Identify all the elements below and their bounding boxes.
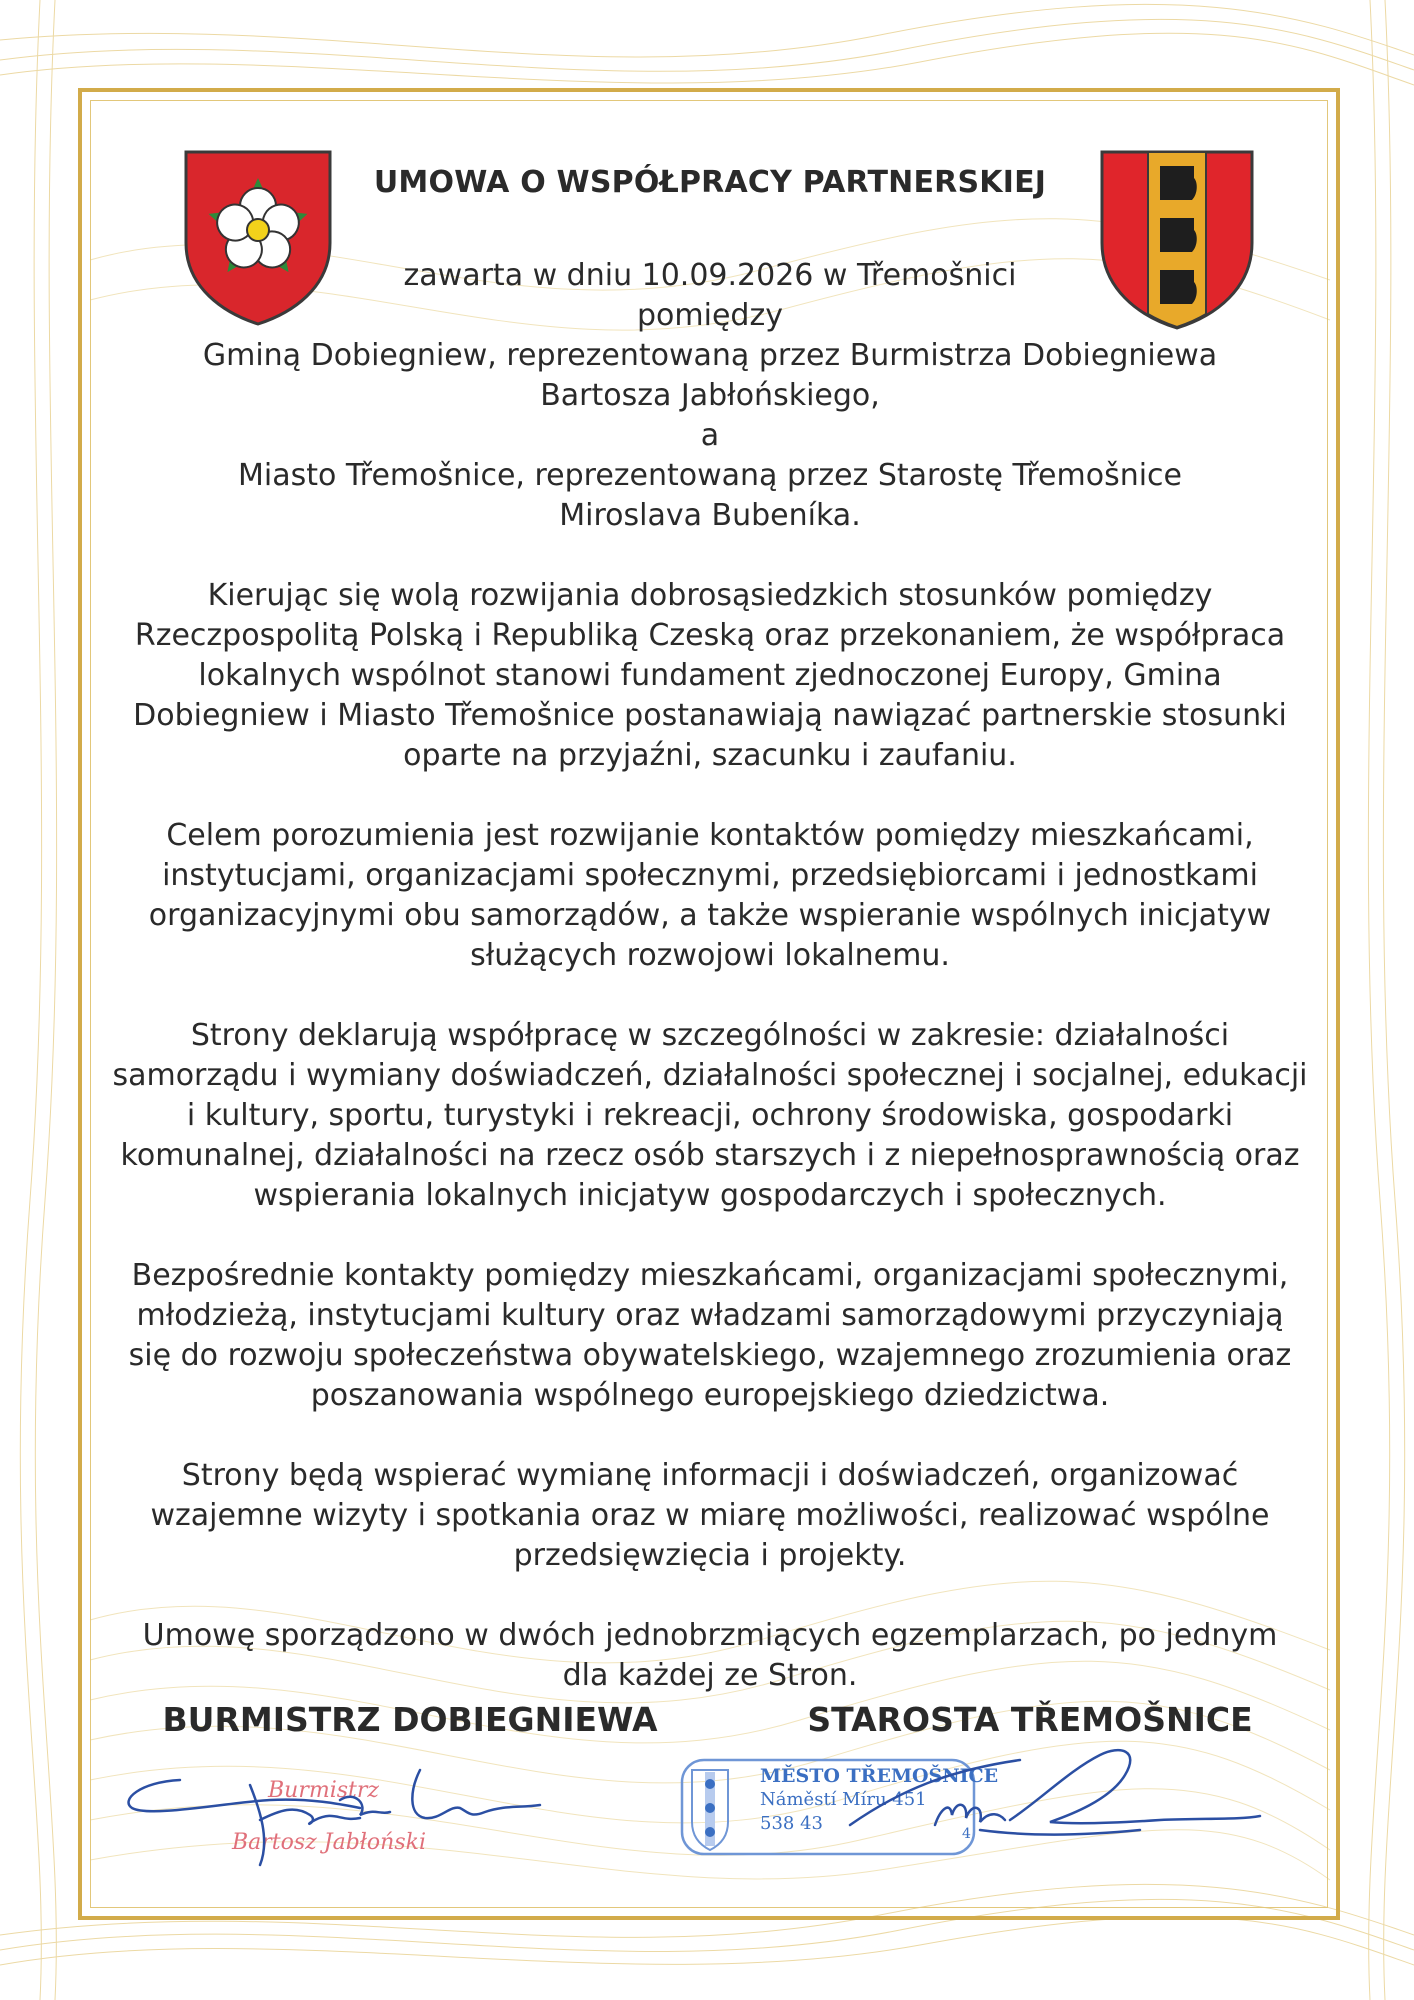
paragraph-2-line-3: organizacyjnymi obu samorządów, a także wspieranie wspólnych inicjatyw — [148, 898, 1272, 933]
right-stamp-postcode: 538 43 — [760, 1813, 823, 1834]
left-signatory-title: BURMISTRZ DOBIEGNIEWA — [162, 1700, 658, 1739]
paragraph-3-line-2: samorządu i wymiany doświadczeń, działalności społecznej i socjalnej, edukacji — [112, 1058, 1308, 1093]
right-stamp-address: Náměstí Míru 451 — [760, 1789, 927, 1810]
right-stamp-name: MĚSTO TŘEMOŠNICE — [760, 1765, 999, 1787]
paragraph-5-line-1: Strony będą wspierać wymianę informacji i doświadczeń, organizować — [181, 1458, 1239, 1493]
paragraph-1-line-4: Dobiegniew i Miasto Třemošnice postanawiają nawiązać partnerskie stosunki — [133, 698, 1287, 733]
right-handwritten-signature — [840, 1730, 1280, 1860]
paragraph-3-line-3: i kultury, sportu, turystyki i rekreacji, ochrony środowiska, gospodarki — [186, 1098, 1234, 1133]
paragraph-4-line-4: poszanowania wspólnego europejskiego dziedzictwa. — [310, 1378, 1110, 1413]
left-stamp-title: Burmistrz — [268, 1778, 379, 1803]
paragraph-2-line-4: służących rozwojowi lokalnemu. — [470, 938, 950, 973]
paragraph-3-line-5: wspierania lokalnych inicjatyw gospodarczych i społecznych. — [253, 1178, 1167, 1213]
paragraph-5-line-2: wzajemne wizyty i spotkania oraz w miarę możliwości, realizować wspólne — [150, 1498, 1270, 1533]
paragraph-3-line-1: Strony deklarują współpracę w szczególności w zakresie: działalności — [190, 1018, 1230, 1053]
intro-line-6: Miasto Třemošnice, reprezentowaną przez Starostę Třemošnice — [237, 458, 1183, 493]
paragraph-4-line-1: Bezpośrednie kontakty pomiędzy mieszkańcami, organizacjami społecznymi, — [131, 1258, 1289, 1293]
paragraph-3-line-4: komunalnej, działalności na rzecz osób starszych i z niepełnosprawnością oraz — [120, 1138, 1300, 1173]
paragraph-1-line-3: lokalnych wspólnot stanowi fundament zjednoczonej Europy, Gmina — [198, 658, 1222, 693]
stamp-crest-icon — [692, 1770, 728, 1850]
paragraph-4-line-3: się do rozwoju społeczeństwa obywatelskiego, wzajemnego zrozumienia oraz — [128, 1338, 1292, 1373]
right-signatory-title: STAROSTA TŘEMOŠNICE — [807, 1700, 1253, 1739]
intro-line-4: Bartosza Jabłońskiego, — [540, 378, 880, 413]
paragraph-6-line-2: dla każdej ze Stron. — [562, 1658, 858, 1693]
paragraph-5-line-3: przedsięwzięcia i projekty. — [513, 1538, 907, 1573]
paragraph-6-line-1: Umowę sporządzono w dwóch jednobrzmiących egzemplarzach, po jednym — [142, 1618, 1278, 1653]
paragraph-2-line-2: instytucjami, organizacjami społecznymi, przedsiębiorcami i jednostkami — [162, 858, 1258, 893]
paragraph-4-line-2: młodzieżą, instytucjami kultury oraz władzami samorządowymi przyczyniają — [136, 1298, 1284, 1333]
document-title: UMOWA O WSPÓŁPRACY PARTNERSKIEJ — [373, 165, 1047, 200]
intro-line-3: Gminą Dobiegniew, reprezentowaną przez Burmistrza Dobiegniewa — [202, 338, 1218, 373]
intro-line-1: zawarta w dniu 10.09.2026 w Třemošnici — [403, 258, 1017, 293]
paragraph-1-line-5: oparte na przyjaźni, szacunku i zaufaniu. — [403, 738, 1017, 773]
paragraph-1-line-1: Kierując się wolą rozwijania dobrosąsiedzkich stosunków pomiędzy — [207, 578, 1213, 613]
right-stamp-number: 4 — [962, 1826, 971, 1842]
intro-line-7: Miroslava Bubeníka. — [559, 498, 861, 533]
intro-line-5: a — [700, 418, 720, 453]
intro-line-2: pomiędzy — [637, 298, 783, 333]
left-stamp-name: Bartosz Jabłoński — [232, 1830, 426, 1855]
paragraph-1-line-2: Rzeczpospolitą Polską i Republiką Czeską oraz przekonaniem, że współpraca — [134, 618, 1286, 653]
paragraph-2-line-1: Celem porozumienia jest rozwijanie kontaktów pomiędzy mieszkańcami, — [166, 818, 1254, 853]
left-handwritten-signature — [110, 1760, 580, 1870]
